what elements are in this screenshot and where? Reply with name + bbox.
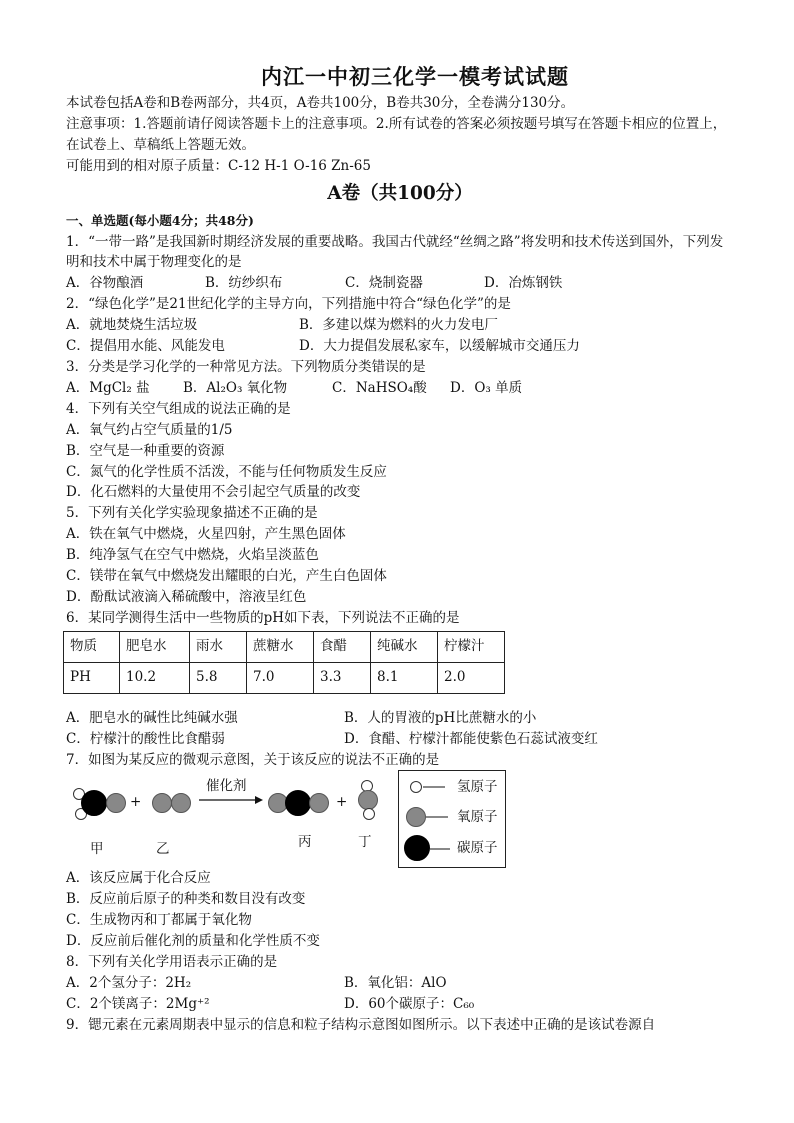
q2-options-row1 bbox=[66, 315, 734, 336]
hydrogen-atom-icon bbox=[410, 781, 422, 793]
ph-header-cell: 蔗糖水 bbox=[247, 631, 314, 662]
q1-option-a[interactable]: A．谷物酿酒 bbox=[66, 275, 144, 292]
ph-table-header-row bbox=[64, 631, 505, 662]
intro-line: 本试卷包括A卷和B卷两部分，共4页，A卷共100分，B卷共30分，全卷满分130分。 bbox=[66, 95, 575, 111]
atomic-mass-line: 可能用到的相对原子质量：C-12 H-1 O-16 Zn-65 bbox=[66, 157, 371, 174]
q3-option-a[interactable]: A．MgCl₂ 盐 bbox=[66, 379, 150, 396]
q1-options bbox=[66, 273, 734, 294]
exam-page bbox=[66, 62, 734, 1036]
q5-option-a[interactable]: A．铁在氧气中燃烧，火星四射，产生黑色固体 bbox=[66, 526, 346, 543]
ph-value-cell: 3.3 bbox=[314, 662, 371, 693]
oxygen-atom-icon bbox=[309, 793, 329, 813]
plus-sign: + bbox=[336, 794, 348, 811]
q6-option-d[interactable]: D．食醋、柠檬汁都能使紫色石蕊试液变红 bbox=[344, 730, 598, 747]
q6-options-row1 bbox=[66, 708, 734, 729]
legend-hydrogen-label: 氢原子 bbox=[457, 779, 498, 796]
notice-line: 注意事项：1.答题前请仔阅读答题卡上的注意事项。2.所有试卷的答案必须按题号填写在答题卡相应的位置上，在试卷上、草稿纸上答题无效。 bbox=[66, 115, 727, 153]
atom-legend bbox=[398, 770, 506, 868]
ph-table-value-row bbox=[64, 662, 505, 693]
q1-option-c[interactable]: C．烧制瓷器 bbox=[345, 275, 423, 292]
section-heading: 一、单选题(每小题4分；共48分) bbox=[66, 212, 254, 228]
q1-stem: 1．“一带一路”是我国新时期经济发展的重要战略。我国古代就经“丝绸之路”将发明和技术传送到国外，下列发明和技术中属于物理变化的是 bbox=[66, 233, 724, 271]
ph-header-cell: 纯碱水 bbox=[371, 631, 438, 662]
exam-title: 内江一中初三化学一模考试试题 bbox=[261, 64, 569, 89]
q1-option-b[interactable]: B．纺纱织布 bbox=[205, 275, 283, 292]
plus-sign: + bbox=[130, 794, 142, 811]
q8-stem: 8．下列有关化学用语表示正确的是 bbox=[66, 954, 278, 971]
q2-options-row2 bbox=[66, 336, 734, 357]
reaction-diagram bbox=[66, 770, 734, 868]
q7-stem: 7．如图为某反应的微观示意图，关于该反应的说法不正确的是 bbox=[66, 751, 440, 768]
legend-line bbox=[423, 786, 445, 788]
catalyst-label: 催化剂 bbox=[206, 778, 247, 795]
q3-option-b[interactable]: B．Al₂O₃ 氧化物 bbox=[183, 379, 288, 396]
q2-option-c[interactable]: C．提倡用水能、风能发电 bbox=[66, 338, 225, 355]
q7-option-b[interactable]: B．反应前后原子的种类和数目没有改变 bbox=[66, 891, 306, 908]
reactant-label-jia: 甲 bbox=[90, 841, 104, 858]
carbon-atom-icon bbox=[81, 790, 107, 816]
carbon-atom-icon bbox=[404, 835, 430, 861]
ph-header-cell: 雨水 bbox=[190, 631, 247, 662]
q7-option-c[interactable]: C．生成物丙和丁都属于氧化物 bbox=[66, 912, 252, 929]
ph-value-cell: 8.1 bbox=[371, 662, 438, 693]
reactant-label-yi: 乙 bbox=[156, 841, 170, 858]
ph-header-cell: 食醋 bbox=[314, 631, 371, 662]
ph-table bbox=[63, 631, 505, 694]
q8-options-row2 bbox=[66, 994, 734, 1015]
q8-options-row1 bbox=[66, 973, 734, 994]
q5-option-d[interactable]: D．酚酞试液滴入稀硫酸中，溶液呈红色 bbox=[66, 588, 307, 605]
oxygen-atom-icon bbox=[171, 793, 191, 813]
q8-option-c[interactable]: C．2个镁离子：2Mg⁺² bbox=[66, 995, 210, 1012]
reaction-arrow-icon bbox=[199, 795, 263, 805]
legend-oxygen-label: 氧原子 bbox=[457, 809, 498, 826]
q5-option-c[interactable]: C．镁带在氧气中燃烧发出耀眼的白光，产生白色固体 bbox=[66, 568, 387, 585]
q3-option-d[interactable]: D．O₃ 单质 bbox=[450, 379, 523, 396]
legend-carbon-label: 碳原子 bbox=[457, 840, 498, 857]
q6-options-row2 bbox=[66, 729, 734, 750]
q6-stem: 6．某同学测得生活中一些物质的pH如下表，下列说法不正确的是 bbox=[66, 609, 460, 626]
carbon-atom-icon bbox=[285, 790, 311, 816]
hydrogen-atom-icon bbox=[363, 808, 375, 820]
legend-line bbox=[426, 816, 448, 818]
legend-line bbox=[430, 848, 450, 850]
q8-option-b[interactable]: B．氧化铝：AlO bbox=[344, 975, 447, 991]
oxygen-atom-icon bbox=[358, 790, 378, 810]
q4-option-a[interactable]: A．氧气约占空气质量的1/5 bbox=[66, 421, 233, 438]
q2-option-b[interactable]: B．多建以煤为燃料的火力发电厂 bbox=[299, 317, 498, 334]
product-label-bing: 丙 bbox=[298, 834, 312, 851]
product-label-ding: 丁 bbox=[358, 834, 372, 851]
q4-option-b[interactable]: B．空气是一种重要的资源 bbox=[66, 442, 225, 459]
q1-option-d[interactable]: D．冶炼钢铁 bbox=[484, 275, 563, 292]
q2-stem: 2．“绿色化学”是21世纪化学的主导方向，下列措施中符合“绿色化学”的是 bbox=[66, 296, 511, 313]
q5-option-b[interactable]: B．纯净氢气在空气中燃烧，火焰呈淡蓝色 bbox=[66, 547, 319, 564]
q4-option-c[interactable]: C．氮气的化学性质不活泼，不能与任何物质发生反应 bbox=[66, 463, 387, 480]
oxygen-atom-icon bbox=[406, 807, 426, 827]
ph-header-cell: 肥皂水 bbox=[120, 631, 190, 662]
ph-value-cell: 7.0 bbox=[247, 662, 314, 693]
q6-option-c[interactable]: C．柠檬汁的酸性比食醋弱 bbox=[66, 730, 225, 747]
q7-option-d[interactable]: D．反应前后催化剂的质量和化学性质不变 bbox=[66, 933, 320, 950]
q3-stem: 3．分类是学习化学的一种常见方法。下列物质分类错误的是 bbox=[66, 358, 426, 375]
q3-options bbox=[66, 378, 734, 399]
q6-option-a[interactable]: A．肥皂水的碱性比纯碱水强 bbox=[66, 709, 238, 726]
q9-stem: 9．锶元素在元素周期表中显示的信息和粒子结构示意图如图所示。以下表述中正确的是该试卷源自 bbox=[66, 1016, 656, 1033]
ph-header-cell: 柠檬汁 bbox=[438, 631, 505, 662]
q2-option-a[interactable]: A．就地焚烧生活垃圾 bbox=[66, 317, 198, 334]
q4-option-d[interactable]: D．化石燃料的大量使用不会引起空气质量的改变 bbox=[66, 484, 361, 501]
part-a-title: A卷（共100分） bbox=[327, 182, 473, 204]
q6-option-b[interactable]: B．人的胃液的pH比蔗糖水的小 bbox=[344, 709, 537, 726]
q7-option-a[interactable]: A．该反应属于化合反应 bbox=[66, 870, 211, 887]
ph-value-cell: PH bbox=[64, 662, 120, 693]
q4-stem: 4．下列有关空气组成的说法正确的是 bbox=[66, 400, 291, 417]
ph-header-cell: 物质 bbox=[64, 631, 120, 662]
q2-option-d[interactable]: D．大力提倡发展私家车，以缓解城市交通压力 bbox=[299, 338, 580, 355]
oxygen-atom-icon bbox=[152, 793, 172, 813]
q8-option-d[interactable]: D．60个碳原子：C₆₀ bbox=[344, 995, 475, 1012]
oxygen-atom-icon bbox=[106, 793, 126, 813]
q8-option-a[interactable]: A．2个氢分子：2H₂ bbox=[66, 975, 192, 991]
ph-value-cell: 10.2 bbox=[120, 662, 190, 693]
ph-value-cell: 5.8 bbox=[190, 662, 247, 693]
q3-option-c[interactable]: C．NaHSO₄酸 bbox=[332, 379, 427, 396]
ph-value-cell: 2.0 bbox=[438, 662, 505, 693]
q5-stem: 5．下列有关化学实验现象描述不正确的是 bbox=[66, 505, 318, 522]
